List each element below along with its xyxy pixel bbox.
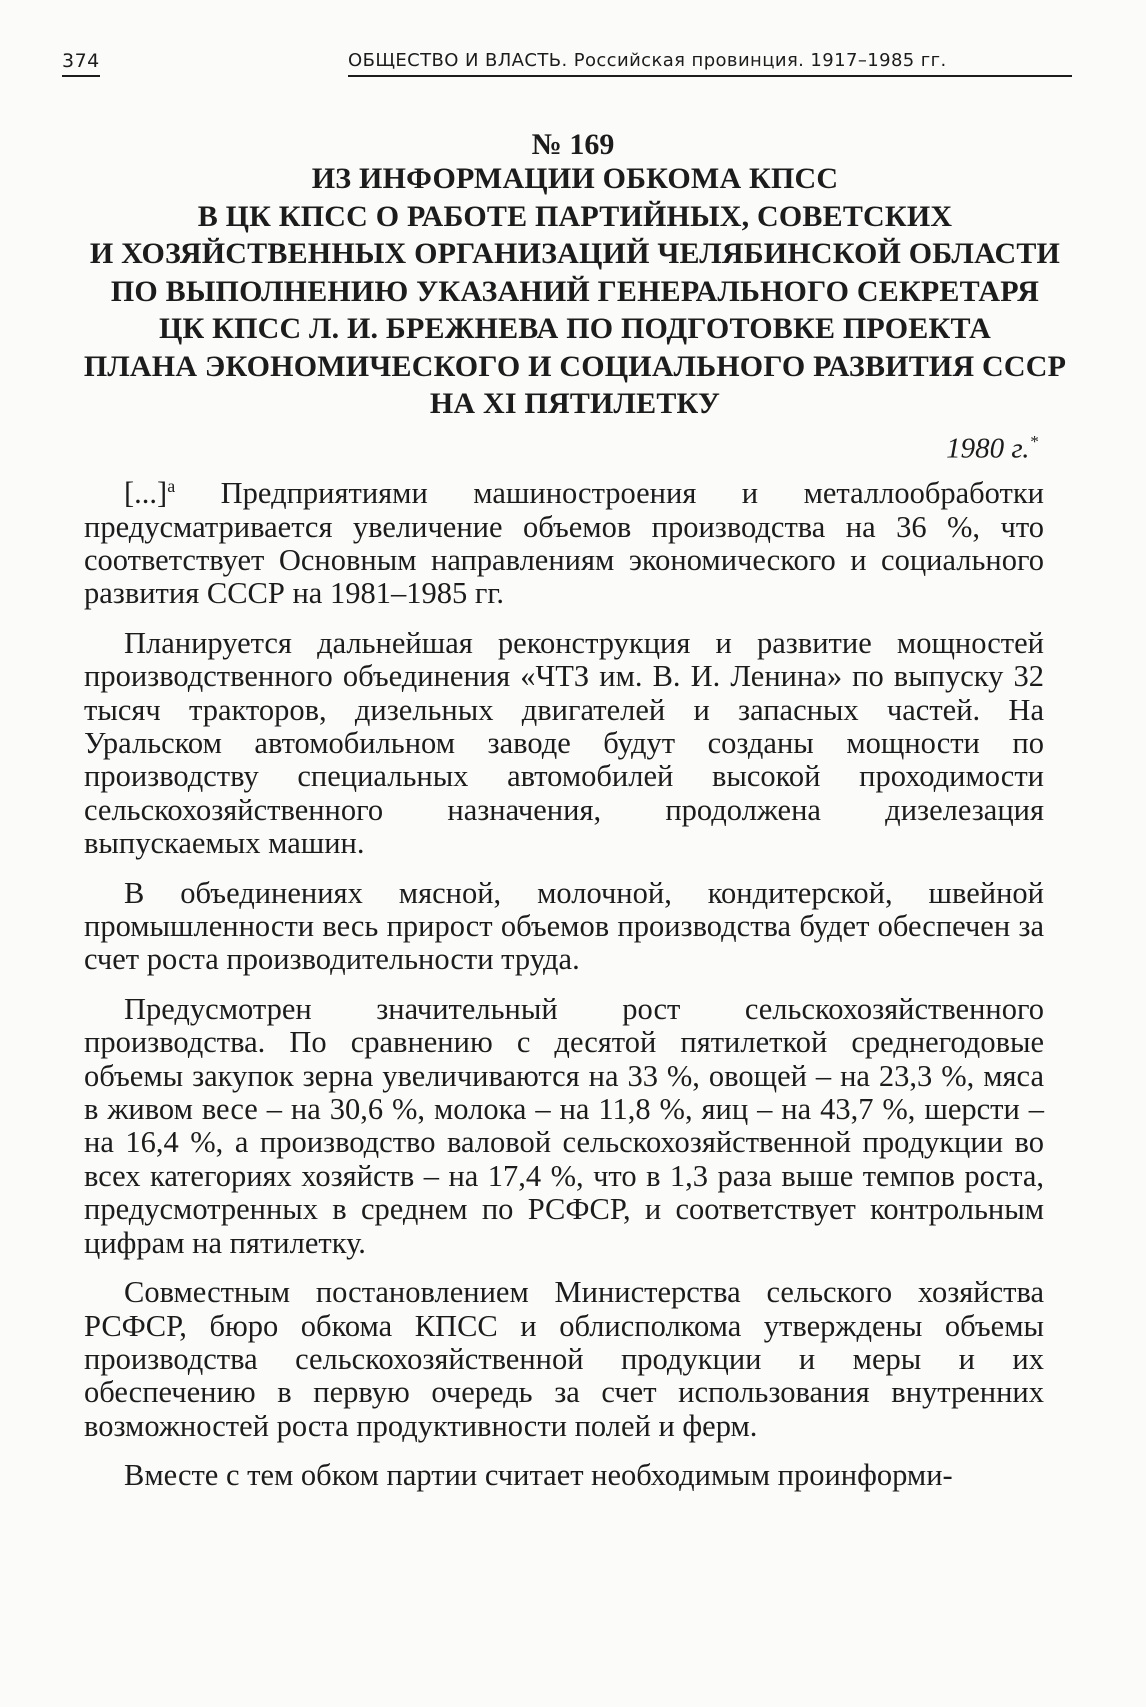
paragraph: Планируется дальнейшая реконструкция и развитие мощностей производственного объединения «ЧТЗ им. В. И. Ленина» по выпуску 32 тысяч тракторов, дизельных двигателей и запасных частей. На Уральском автомобильном заводе будут созданы мощности по производству специальных автомобилей высокой проходимости сельскохозяйственного назначения, продолжена дизелезация выпускаемых машин. — [84, 625, 1044, 861]
title-line: ПЛАНА ЭКОНОМИЧЕСКОГО И СОЦИАЛЬНОГО РАЗВИТИЯ СССР — [83, 349, 1067, 383]
title-line: И ХОЗЯЙСТВЕННЫХ ОРГАНИЗАЦИЙ ЧЕЛЯБИНСКОЙ ОБЛАСТИ — [89, 237, 1061, 270]
footnote-mark: а — [167, 476, 176, 496]
title-line: ИЗ ИНФОРМАЦИИ ОБКОМА КПСС — [311, 162, 839, 195]
document-body — [84, 470, 1044, 1509]
date-footnote-mark: * — [1029, 432, 1038, 451]
paragraph: Вместе с тем обком партии считает необходимым проинформи- — [124, 1458, 953, 1493]
paragraph: Совместным постановлением Министерства сельского хозяйства РСФСР, бюро обкома КПСС и облисполкома утверждены объемы производства сельскохозяйственной продукции и меры и их обеспечению в первую очередь за счет использования внутренних возможностей роста продуктивности полей и ферм. — [84, 1275, 1044, 1443]
title-line: НА XI ПЯТИЛЕТКУ — [429, 387, 721, 420]
paragraph: В объединениях мясной, молочной, кондитерской, швейной промышленности весь прирост объемов производства будет обеспечен за счет роста производительности труда. — [84, 875, 1044, 977]
document-title — [40, 160, 1110, 423]
paragraph-text: Предприятиями машиностроения и металлообработки предусматривается увеличение объемов производства на 36 %, что соответствует Основным направлениям экономического и социального развития СССР на 1981–1985 гг. — [84, 476, 1044, 611]
paragraph: Предусмотрен значительный рост сельскохозяйственного производства. По сравнению с десятой пятилеткой среднегодовые объемы закупок зерна увеличиваются на 33 %, овощей – на 23,3 %, мяса в живом весе – на 30,6 %, молока – на 11,8 %, яиц – на 43,7 %, шерсти – на 16,4 %, а производство валовой сельскохозяйственной продукции во всех категориях хозяйств – на 17,4 %, что в 1,3 раза выше темпов роста, предусмотренных в среднем по РСФСР, и соответствует контрольным цифрам на пятилетку. — [84, 991, 1044, 1260]
document-date — [946, 432, 1038, 466]
page-number: 374 — [62, 50, 100, 77]
document-number: № 169 — [531, 128, 615, 161]
title-line: ПО ВЫПОЛНЕНИЮ УКАЗАНИЙ ГЕНЕРАЛЬНОГО СЕКРЕТАРЯ — [110, 274, 1040, 308]
running-header — [62, 50, 1072, 82]
running-title: ОБЩЕСТВО И ВЛАСТЬ. Российская провинция. 1917–1985 гг. — [348, 50, 1072, 77]
title-line: ЦК КПСС Л. И. БРЕЖНЕВА ПО ПОДГОТОВКЕ ПРОЕКТА — [158, 312, 992, 345]
date-text: 1980 г. — [946, 432, 1030, 465]
omission-mark: [...] — [124, 476, 168, 511]
title-line: В ЦК КПСС О РАБОТЕ ПАРТИЙНЫХ, СОВЕТСКИХ — [197, 199, 953, 233]
paragraph — [84, 470, 1044, 611]
